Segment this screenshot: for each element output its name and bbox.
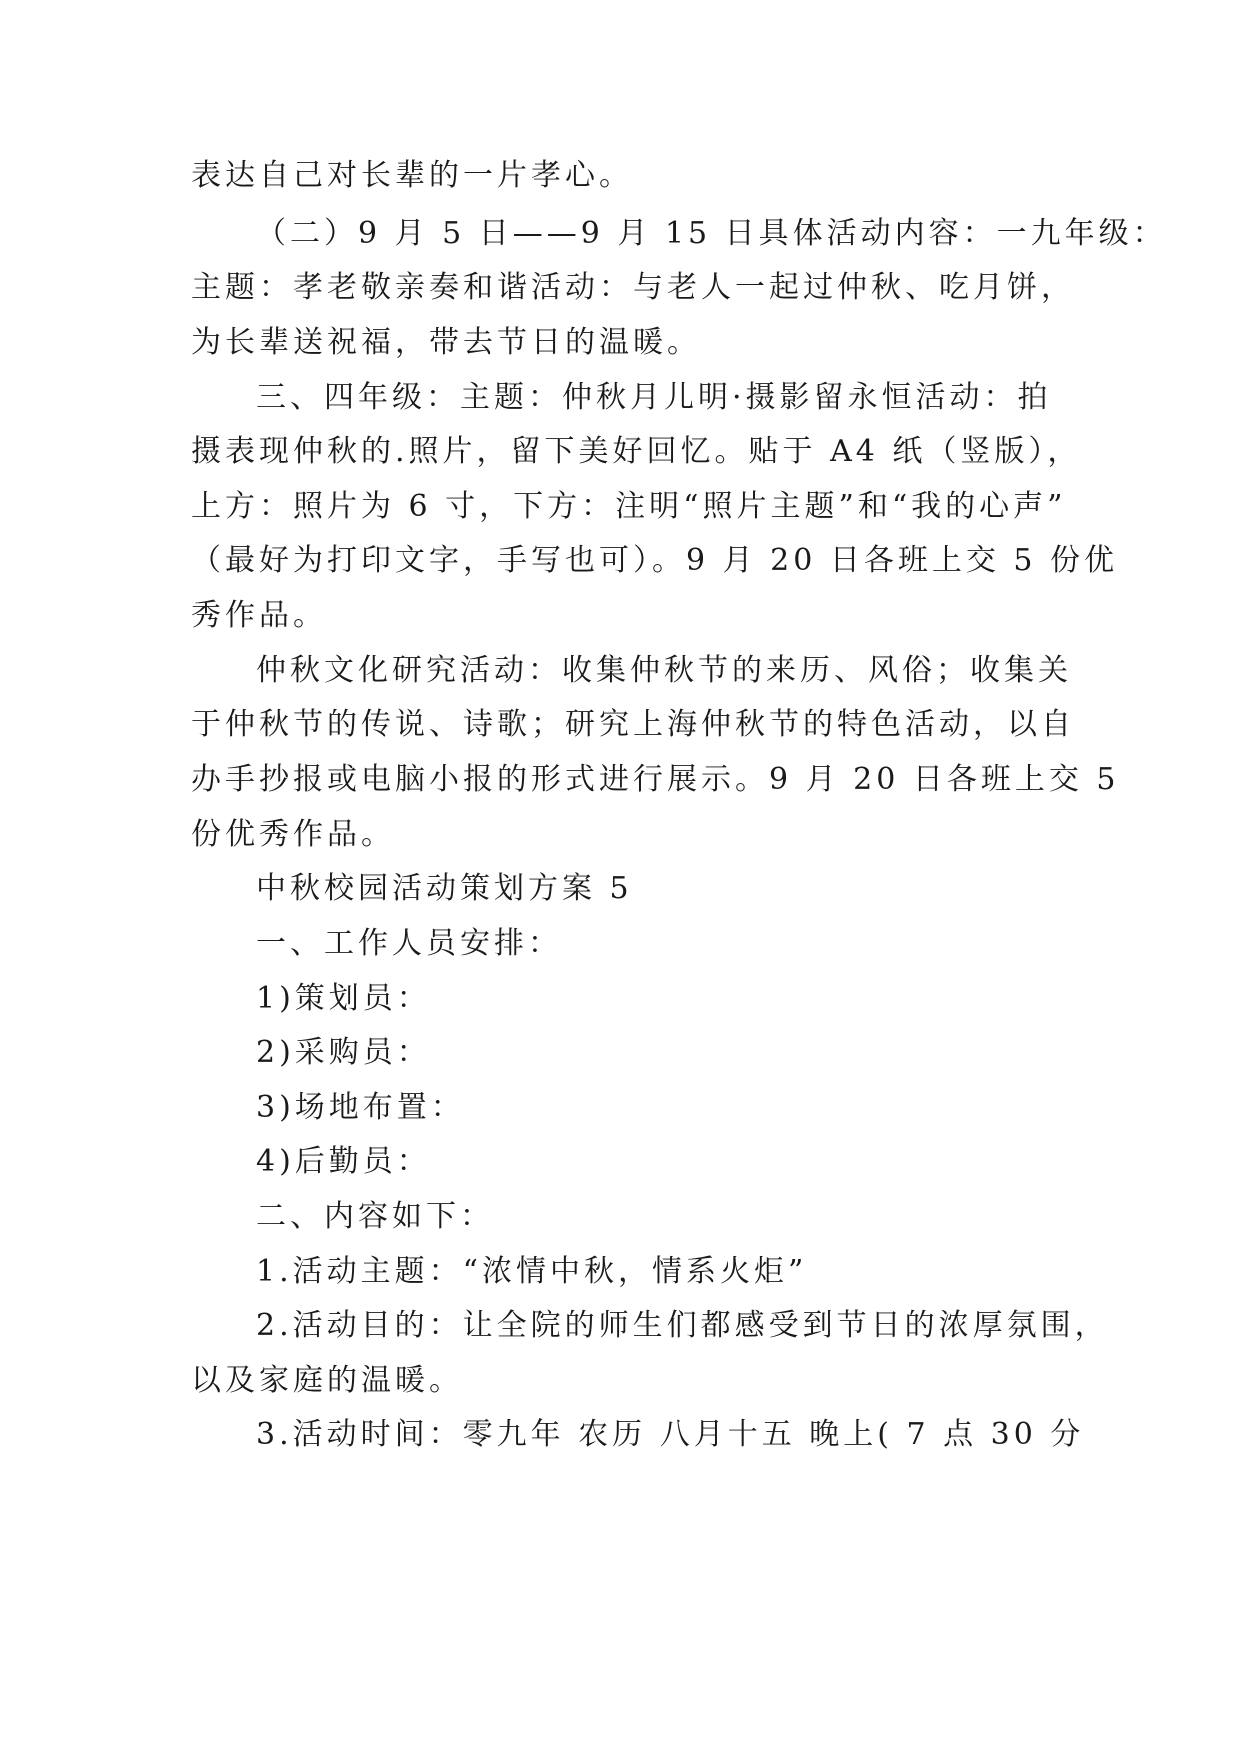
list-item: 3)场地布置： [256, 1090, 465, 1125]
text-line: 办手抄报或电脑小报的形式进行展示。9 月 20 日各班上交 5 [191, 762, 1120, 797]
text-line: 以及家庭的温暖。 [191, 1363, 463, 1398]
text-line: （二）9 月 5 日——9 月 15 日具体活动内容：一九年级： [256, 216, 1167, 251]
list-item: 1.活动主题：“浓情中秋，情系火炬” [256, 1254, 808, 1289]
text-line: 份优秀作品。 [191, 817, 395, 852]
text-line: 秀作品。 [191, 598, 327, 633]
list-item: 2)采购员： [256, 1035, 431, 1070]
text-line: 三、四年级：主题：仲秋月儿明·摄影留永恒活动：拍 [256, 380, 1052, 415]
list-item: 3.活动时间：零九年 农历 八月十五 晚上( 7 点 30 分 [256, 1417, 1085, 1452]
list-item: 4)后勤员： [256, 1144, 431, 1179]
text-line: 二、内容如下： [256, 1199, 494, 1234]
text-line: 一、工作人员安排： [256, 926, 562, 961]
text-line: 仲秋文化研究活动：收集仲秋节的来历、风俗；收集关 [256, 653, 1072, 688]
list-item: 1)策划员： [256, 981, 431, 1016]
text-line: 主题：孝老敬亲奏和谐活动：与老人一起过仲秋、吃月饼， [191, 270, 1075, 305]
text-line: 表达自己对长辈的一片孝心。 [191, 158, 633, 193]
text-line: 于仲秋节的传说、诗歌；研究上海仲秋节的特色活动，以自 [191, 707, 1075, 742]
text-line: 摄表现仲秋的.照片，留下美好回忆。贴于 A4 纸（竖版）， [191, 434, 1082, 469]
text-line: 上方：照片为 6 寸，下方：注明“照片主题”和“我的心声” [191, 489, 1067, 524]
list-item: 2.活动目的：让全院的师生们都感受到节日的浓厚氛围， [256, 1308, 1109, 1343]
text-line: 为长辈送祝福，带去节日的温暖。 [191, 325, 701, 360]
text-line: （最好为打印文字，手写也可）。9 月 20 日各班上交 5 份优 [191, 543, 1119, 578]
section-heading: 中秋校园活动策划方案 5 [256, 871, 633, 906]
